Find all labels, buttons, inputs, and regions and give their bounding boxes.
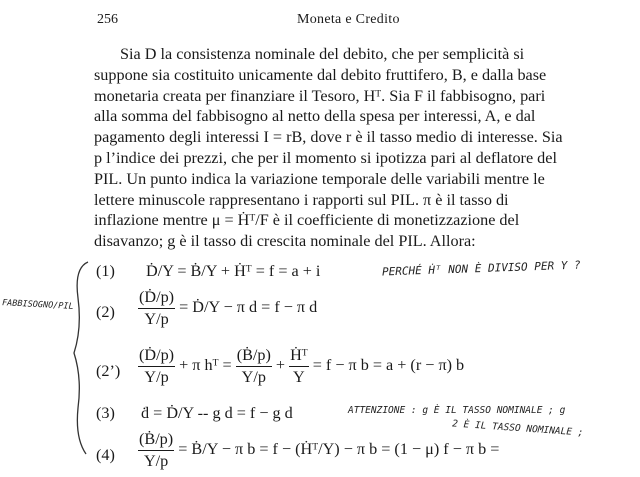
fraction — [138, 430, 174, 471]
fraction-numerator: (Ḋ/p) — [138, 346, 175, 367]
paragraph-line: disavanzo; g è il tasso di crescita nominale del PIL. Allora: — [94, 232, 476, 251]
fraction-denominator: Y/p — [144, 368, 169, 386]
equation-2p-label: (2’) — [96, 362, 121, 380]
fraction — [138, 288, 175, 329]
fraction-denominator: Y/p — [241, 368, 266, 386]
equation-2p-term: + — [275, 356, 286, 375]
equation-1: Ḋ/Y = Ḃ/Y + Ḣᵀ = f = a + i — [146, 262, 321, 280]
handwritten-note-eq1: PERCHÉ Ḣᵀ NON È DIVISO PER Y ? — [381, 258, 581, 279]
equation-4-rhs: = Ḃ/Y − π b = f − (Ḣᵀ/Y) − π b = (1 − μ) f − π b = — [178, 440, 500, 459]
equation-1-label: (1) — [96, 262, 115, 280]
fraction-numerator: (Ḃ/p) — [138, 430, 174, 451]
fraction-numerator: Ḣᵀ — [289, 346, 309, 367]
paragraph-line: monetaria creata per finanziare il Tesoro, Hᵀ. Sia F il fabbisogno, pari — [94, 86, 546, 105]
paragraph-line: suppone sia costituito unicamente dal debito fruttifero, B, e dalla base — [94, 65, 547, 84]
equation-2p-rhs: = f − π b = a + (r − π) b — [312, 356, 465, 375]
equation-4-label: (4) — [96, 446, 115, 464]
equation-2p-term: + π hᵀ = — [179, 356, 232, 375]
equation-4 — [138, 430, 499, 471]
equation-3: ḋ = Ḋ/Y -- g d = f − g d — [141, 404, 293, 422]
fraction-numerator: (Ḋ/p) — [138, 288, 175, 309]
fraction-denominator: Y/p — [143, 452, 169, 470]
equation-3-label: (3) — [96, 404, 115, 422]
handwritten-note-eq3-line1: ATTENZIONE : g È IL TASSO NOMINALE ; g — [348, 405, 566, 416]
equation-2-rhs: = Ḋ/Y − π d = f − π d — [179, 298, 318, 317]
paragraph-line: pagamento degli interessi I = rB, dove r è il tasso medio di interesse. Sia — [94, 128, 563, 147]
paragraph-line: lettere minuscole rappresentano i rapporti sul PIL. π è il tasso di — [94, 190, 509, 209]
fraction — [138, 346, 175, 387]
paragraph-line: inflazione mentre μ = Ḣᵀ/F è il coefficiente di monetizzazione del — [94, 211, 520, 230]
handwritten-bracket — [70, 258, 92, 458]
fraction — [289, 346, 309, 387]
handwritten-note-eq3-line2: 2 È IL TASSO NOMINALE ; — [451, 418, 584, 439]
running-title: Moneta e Credito — [297, 12, 400, 27]
paragraph-line: p l’indice dei prezzi, che per il momento si ipotizza pari al deflatore del — [94, 148, 557, 167]
body-paragraph — [94, 44, 617, 252]
equation-2 — [138, 288, 317, 329]
fraction — [236, 346, 272, 387]
margin-note-fabbisogno: FABBISOGNO/PIL — [1, 298, 74, 312]
page-number: 256 — [97, 12, 118, 27]
paragraph-line: Sia D la consistenza nominale del debito, che per semplicità si — [120, 45, 525, 63]
paragraph-line: alla somma del fabbisogno al netto della spesa per interessi, A, e dal — [94, 107, 536, 126]
fraction-denominator: Y/p — [144, 310, 169, 328]
paragraph-line: PIL. Un punto indica la variazione temporale delle variabili mentre le — [94, 169, 545, 188]
fraction-numerator: (Ḃ/p) — [236, 346, 272, 367]
equation-2p — [138, 346, 464, 387]
fraction-denominator: Y — [293, 368, 305, 386]
equation-2-label: (2) — [96, 303, 115, 321]
